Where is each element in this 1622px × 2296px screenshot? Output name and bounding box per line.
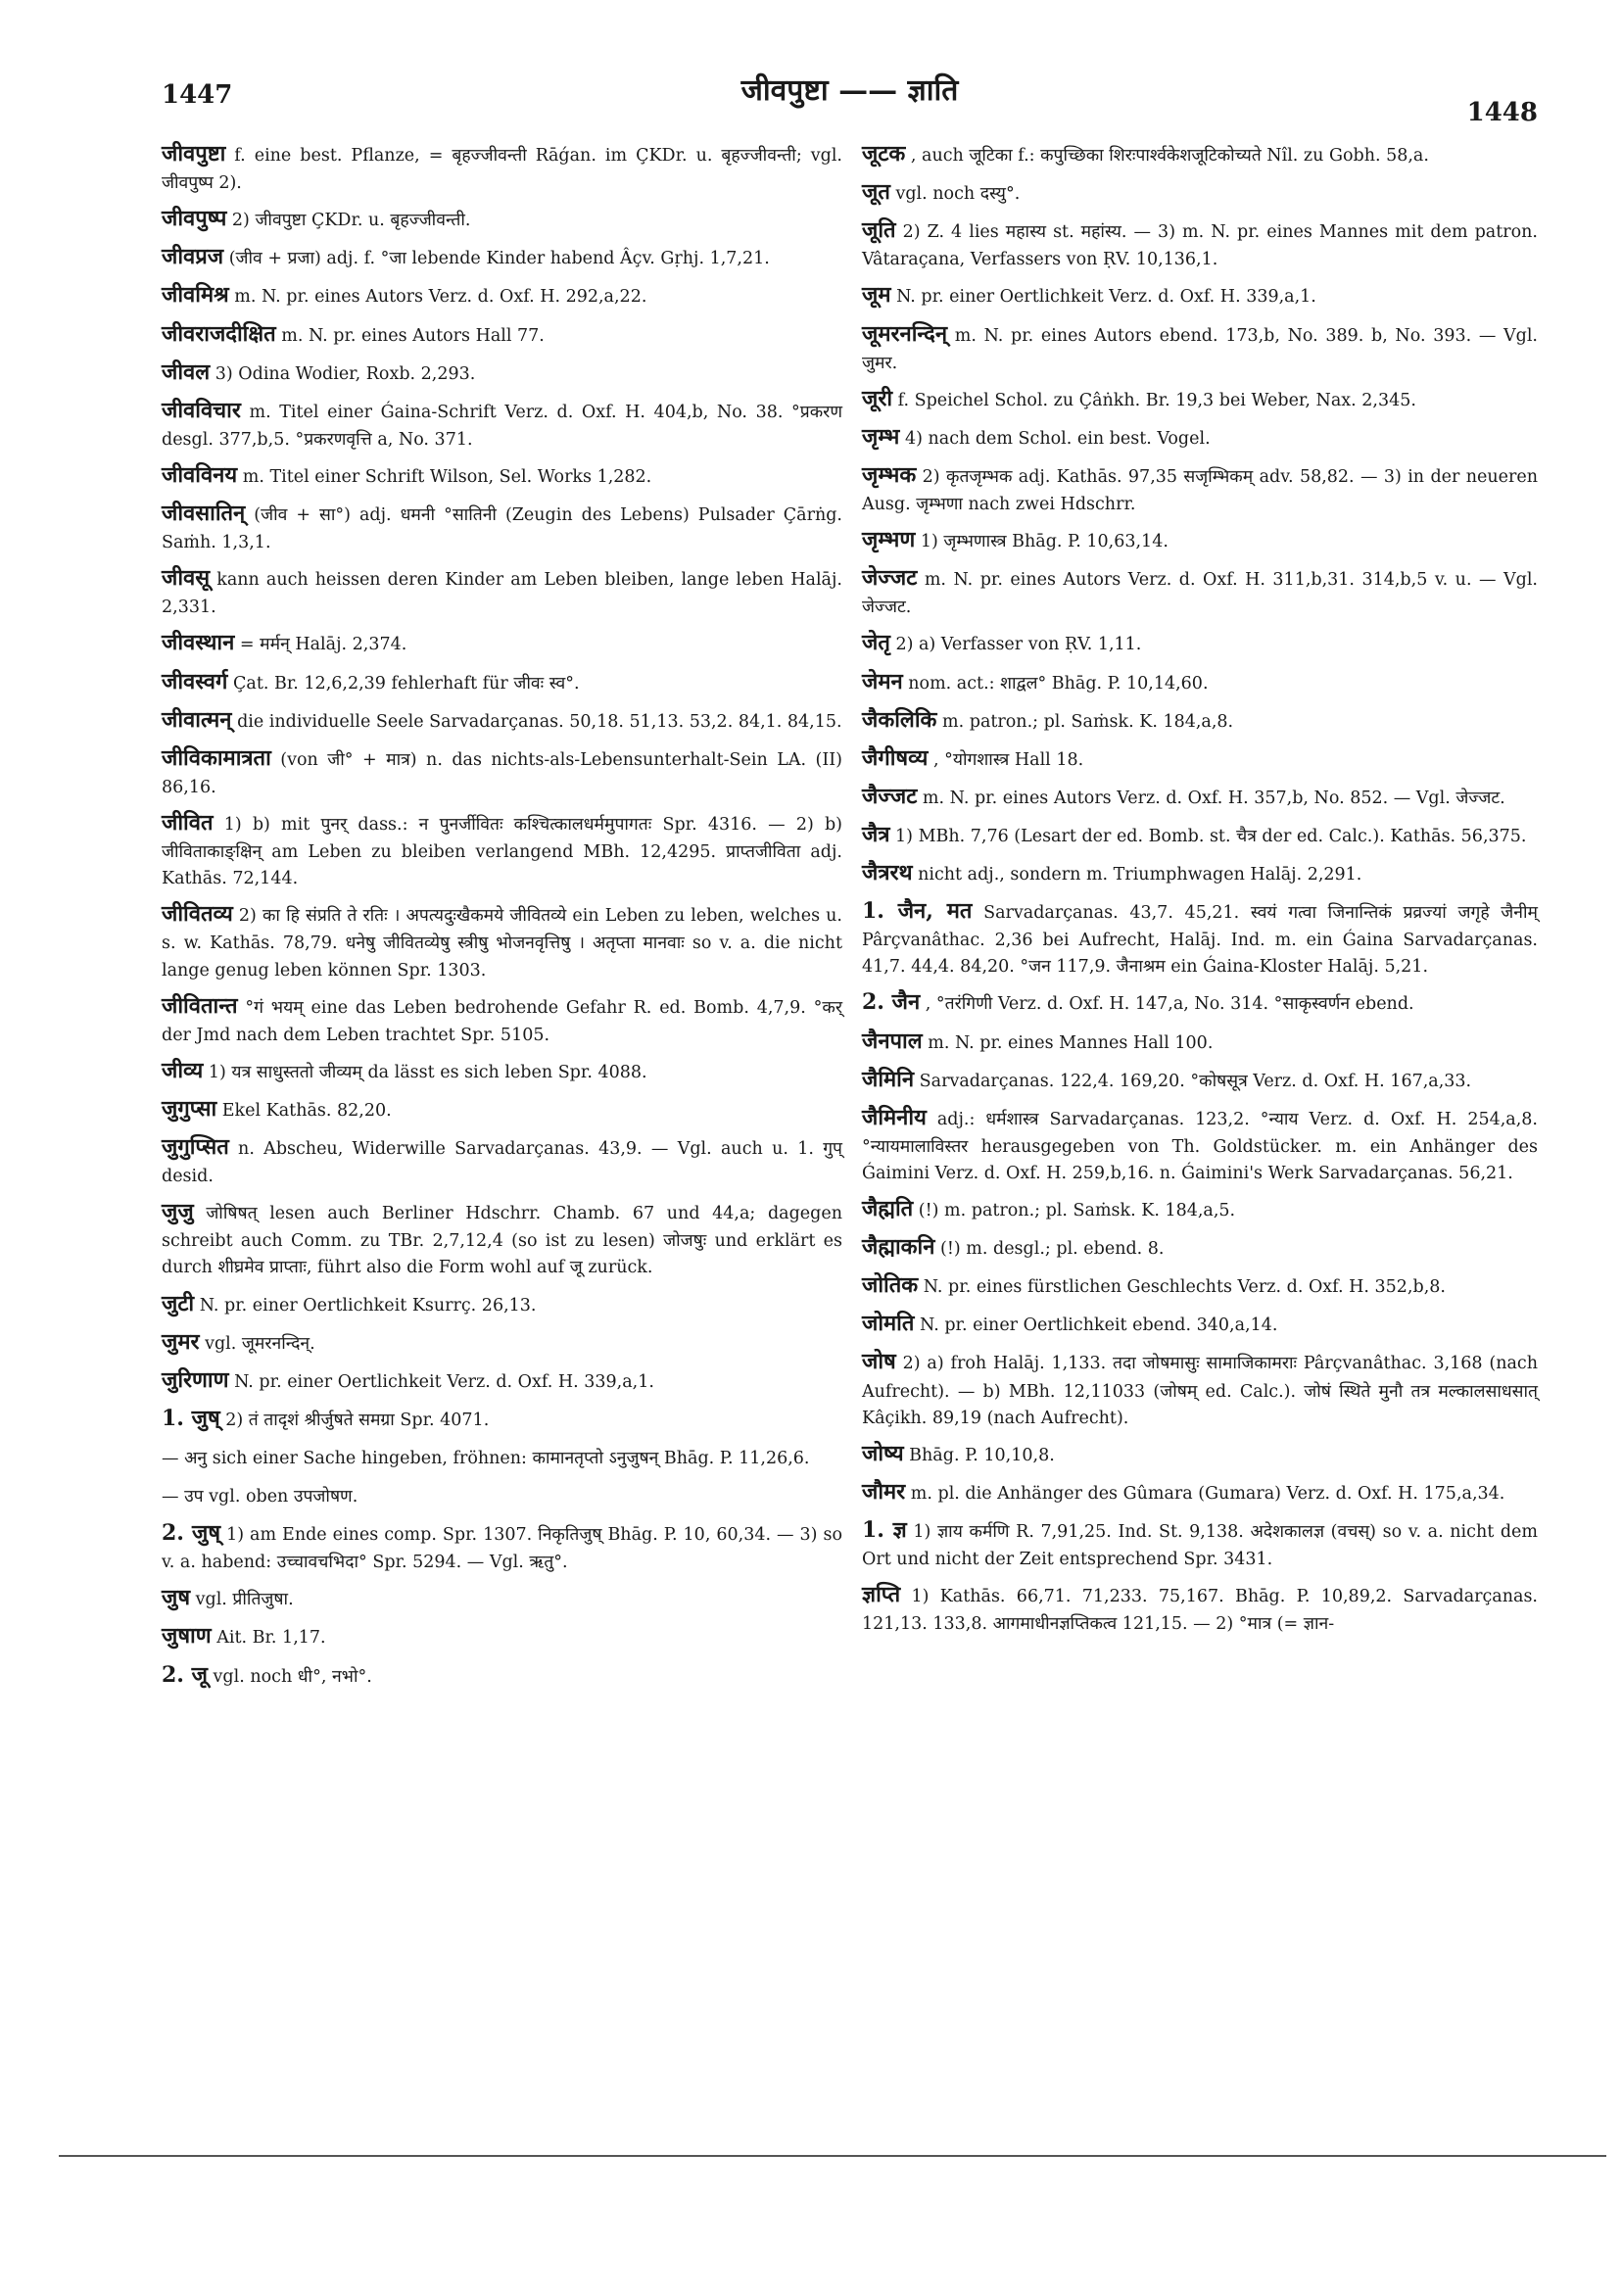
entry-text: m. N. pr. eines Autors Verz. d. Oxf. H. 357,b, No. 852. — Vgl. जेज्जट. <box>922 788 1505 808</box>
dictionary-entry <box>862 1230 1538 1264</box>
headword: जैमिनीय <box>862 1104 927 1130</box>
entry-text: जोषिषत् lesen auch Berliner Hdschrr. Chamb. 67 und 44,a; dagegen schreibt auch Comm. zu TBr. 2,7,12,4 (so ist zu lesen) जोजषुः und erklärt es durch शीघ्रमेव प्राप्ताः, führt also die Form wohl auf जू zurück. <box>162 1204 842 1278</box>
headword: जीवसू <box>162 565 211 592</box>
entry-text: adj.: धर्मशास्त्र Sarvadarçanas. 123,2. °न्याय Verz. d. Oxf. H. 254,a,8. °न्यायमालाविस्तर herausgegeben von Th. Goldstücker. m. ein Anhänger des Ǵaimini Verz. d. Oxf. H. 259,b,16. n. Ǵaimini's Werk Sarvadarçanas. 56,21. <box>862 1109 1538 1183</box>
dictionary-entry <box>162 1287 842 1320</box>
headword: जुटी <box>162 1290 195 1316</box>
dictionary-entry <box>862 1192 1538 1225</box>
dictionary-entry <box>162 1054 842 1087</box>
dictionary-entry <box>162 1619 842 1652</box>
entry-text: Sarvadarçanas. 122,4. 169,20. °कोषसूत्र Verz. d. Oxf. H. 167,a,33. <box>919 1071 1472 1091</box>
dictionary-entry <box>162 240 842 273</box>
headword: जीवितव्य <box>162 901 233 928</box>
dictionary-entry <box>862 818 1538 851</box>
entry-text: 1) b) mit पुनर् dass.: न पुनर्जीवितः कश्चित्कालधर्ममुपागतः Spr. 4316. — 2) b) जीविताकाङ्क्षिन् am Leben zu bleiben verlangend MBh. 12,4295. प्राप्तजीविता adj. Kathās. 72,144. <box>162 814 842 889</box>
dictionary-entry <box>162 741 842 801</box>
headword: जीवपुष्टा <box>162 141 226 167</box>
dictionary-entry <box>862 626 1538 659</box>
headword: जीवस्थान <box>162 630 235 656</box>
headword: 2. जुष् <box>162 1520 221 1547</box>
dictionary-entry <box>162 989 842 1049</box>
headword: जोष्य <box>862 1440 904 1466</box>
dictionary-entry <box>862 985 1538 1019</box>
headword: जीवविचार <box>162 397 241 423</box>
entry-text: (!) m. patron.; pl. Saṁsk. K. 184,a,5. <box>918 1201 1236 1221</box>
dictionary-entry <box>162 1516 842 1576</box>
entry-text: 1) am Ende eines comp. Spr. 1307. निकृतिजुष् Bhāg. P. 10, 60,34. — 3) so v. a. habend: उच्चावचभिदा° Spr. 5294. — Vgl. ऋतु°. <box>162 1525 842 1573</box>
dictionary-entry <box>162 561 842 621</box>
headword: जृम्भ <box>862 423 900 450</box>
headword: जीवितान्त <box>162 992 238 1019</box>
dictionary-entry <box>862 561 1538 621</box>
headword: जूति <box>862 217 896 244</box>
dictionary-entry <box>862 1578 1538 1638</box>
headword: जीवविनय <box>162 461 238 488</box>
entry-text: m. N. pr. eines Autors Hall 77. <box>281 325 545 346</box>
headword: जोष <box>862 1349 896 1375</box>
dictionary-entry <box>162 806 842 892</box>
headword: जुषाण <box>162 1623 212 1650</box>
headword: जेज्जट <box>862 565 918 592</box>
entry-text: N. pr. einer Oertlichkeit Ksurrç. 26,13. <box>199 1295 537 1315</box>
dictionary-entry <box>862 1513 1538 1573</box>
entry-text: vgl. प्रीतिजुषा. <box>195 1590 294 1610</box>
entry-text: 2) a) Verfasser von ṚV. 1,11. <box>895 635 1142 655</box>
entry-text: 1) Kathās. 66,71. 71,233. 75,167. Bhāg. P. 10,89,2. Sarvadarçanas. 121,13. 133,8. आगमाधीनज्ञप्तिकत्व 121,15. — 2) °मात्र (= ज्ञान- <box>862 1587 1538 1635</box>
bottom-rule <box>59 2155 1606 2157</box>
headword: जूरी <box>862 385 893 411</box>
dictionary-entry <box>862 856 1538 889</box>
headword: जैत्र <box>862 821 890 847</box>
dictionary-entry <box>862 214 1538 273</box>
headword: जैज्जट <box>862 783 918 809</box>
entry-text: 2) Z. 4 lies महास्य st. महांस्य. — 3) m. N. pr. eines Mannes mit dem patron. Vâtaraçana, Verfassers von ṚV. 10,136,1. <box>862 222 1538 270</box>
dictionary-entry <box>862 1475 1538 1508</box>
right-column <box>862 137 1538 1643</box>
entry-text: N. pr. einer Oertlichkeit Verz. d. Oxf. H. 339,a,1. <box>234 1371 654 1392</box>
dictionary-entry <box>162 1130 842 1190</box>
headword: जूम <box>862 282 891 309</box>
dictionary-entry <box>162 278 842 311</box>
dictionary-entry <box>162 626 842 659</box>
headword: जूटक <box>862 141 906 167</box>
dictionary-entry <box>862 523 1538 556</box>
headword: जृम्भण <box>862 527 916 553</box>
headword: जूमरनन्दिन् <box>862 320 948 347</box>
dictionary-entry <box>862 175 1538 209</box>
dictionary-entry <box>862 1345 1538 1431</box>
headword: जेमन <box>862 668 903 694</box>
dictionary-entry <box>162 703 842 737</box>
dictionary-entry <box>162 394 842 454</box>
headword: जीवित <box>162 809 214 836</box>
headword: जीव्य <box>162 1057 204 1083</box>
dictionary-entry <box>862 703 1538 737</box>
dictionary-entry <box>862 741 1538 775</box>
headword: जूत <box>862 179 890 206</box>
dictionary-entry <box>162 897 842 983</box>
entry-text: °गं भयम् eine das Leben bedrohende Gefahr R. ed. Bomb. 4,7,9. °कर् der Jmd nach dem Leben trachtet Spr. 5105. <box>162 997 842 1045</box>
headword: जीवस्वर्ग <box>162 668 228 694</box>
headword: जीवल <box>162 359 211 385</box>
dictionary-entry <box>862 1025 1538 1058</box>
dictionary-entry <box>862 1063 1538 1096</box>
entry-text: 1) जृम्भणास्त्र Bhāg. P. 10,63,14. <box>920 532 1169 552</box>
entry-text: m. N. pr. eines Autors Verz. d. Oxf. H. 311,b,31. 314,b,5 v. u. — Vgl. जेज्जट. <box>862 570 1538 618</box>
headword: 2. जू <box>162 1661 208 1688</box>
headword: जुरिणाण <box>162 1366 229 1393</box>
entry-text: 2) का हि संप्रति ते रतिः । अपत्यदुःखैकमये जीवितव्ये ein Leben zu leben, welches u. s. w. Kathās. 78,79. धनेषु जीवितव्येषु स्त्रीषु भोजनवृत्तिषु । अतृप्ता मानवाः so v. a. die nicht lange genug leben können Spr. 1303. <box>162 906 842 981</box>
dictionary-entry <box>862 420 1538 454</box>
headword: ज्ञप्ति <box>862 1582 901 1608</box>
dictionary-entry <box>162 1658 842 1692</box>
entry-text: N. pr. einer Oertlichkeit Verz. d. Oxf. H. 339,a,1. <box>896 287 1316 308</box>
headword: जुगुप्सित <box>162 1134 229 1161</box>
dictionary-entry <box>862 665 1538 698</box>
entry-text: — अनु sich einer Sache hingeben, fröhnen: कामानतृप्तो ऽनुजुषन् Bhāg. P. 11,26,6. <box>162 1448 810 1468</box>
headword: जीवात्मन् <box>162 706 232 733</box>
dictionary-entry <box>162 1478 842 1511</box>
dictionary-entry <box>162 356 842 389</box>
entry-text: Ait. Br. 1,17. <box>216 1628 326 1649</box>
dictionary-entry <box>162 1402 842 1435</box>
headword: जृम्भक <box>862 461 917 488</box>
entry-text: (जीव + सा°) adj. धमनी °सातिनी (Zeugin des Lebens) Pulsader Çārṅg. Saṁh. 1,3,1. <box>162 505 842 553</box>
entry-text: m. Titel einer Schrift Wilson, Sel. Works 1,282. <box>242 466 652 487</box>
entry-text: = मर्मन् Halāj. 2,374. <box>239 635 407 655</box>
headword: जोतिक <box>862 1272 919 1299</box>
headword: 1. ज्ञ <box>862 1516 907 1543</box>
entry-text: , °योगशास्त्र Hall 18. <box>933 749 1084 770</box>
headword: जीवमिश्र <box>162 282 229 309</box>
headword: जैकलिकि <box>862 706 937 733</box>
entry-text: 2) कृतजृम्भक adj. Kathās. 97,35 सजृम्भिकम् adv. 58,82. — 3) in der neueren Ausg. जृम्भणा nach zwei Hdschrr. <box>862 466 1538 514</box>
headword: 1. जैन, मत <box>862 898 973 925</box>
headword: 1. जुष् <box>162 1405 220 1431</box>
dictionary-entry <box>162 202 842 235</box>
entry-text: Ekel Kathās. 82,20. <box>221 1100 392 1121</box>
entry-text: vgl. noch दस्यु°. <box>895 184 1021 205</box>
headword: जौमर <box>862 1478 906 1505</box>
dictionary-entry <box>862 458 1538 518</box>
entry-text: Sarvadarçanas. 43,7. 45,21. स्वयं गत्वा जिनान्तिकं प्रव्रज्यां जगृहे जैनीम् Pârçvanâthac. 2,36 bei Aufrecht, Halāj. Ind. m. ein Ǵaina Sarvadarçanas. 41,7. 44,4. 84,20. °जन 117,9. जैनाश्रम ein Ǵaina-Kloster Halāj. 5,21. <box>862 903 1538 978</box>
entry-text: (von जी° + मात्र) n. das nichts-als-Lebensunterhalt-Sein LA. (II) 86,16. <box>162 749 842 797</box>
headword: जुष <box>162 1585 191 1611</box>
entry-text: nom. act.: शाद्वल° Bhāg. P. 10,14,60. <box>908 673 1209 694</box>
entry-text: 2) तं तादृशं श्रीर्जुषते समग्रा Spr. 4071. <box>225 1410 490 1430</box>
entry-text: 3) Odina Wodier, Roxb. 2,293. <box>215 363 476 384</box>
entry-text: N. pr. einer Oertlichkeit ebend. 340,a,14. <box>920 1315 1278 1336</box>
entry-text: , °तरंगिणी Verz. d. Oxf. H. 147,a, No. 314. °साकृस्वर्णन ebend. <box>925 994 1414 1015</box>
entry-text: kann auch heissen deren Kinder am Leben bleiben, lange leben Halāj. 2,331. <box>162 570 842 618</box>
dictionary-entry <box>862 278 1538 311</box>
entry-text: — उप vgl. oben उपजोषण. <box>162 1487 358 1507</box>
headword: जीवराजदीक्षित <box>162 320 276 347</box>
entry-text: m. pl. die Anhänger des Gûmara (Gumara) Verz. d. Oxf. H. 175,a,34. <box>910 1483 1505 1504</box>
entry-text: m. N. pr. eines Autors Verz. d. Oxf. H. 292,a,22. <box>234 287 647 308</box>
headword: जीवसातिन् <box>162 501 246 526</box>
page-number-left: 1447 <box>162 80 233 110</box>
headword: जीविकामात्रता <box>162 744 271 771</box>
headword: जैनपाल <box>862 1028 923 1054</box>
entry-text: vgl. जूमरनन्दिन्. <box>205 1333 315 1354</box>
dictionary-entry <box>162 1195 842 1281</box>
entry-text: m. Titel einer Ǵaina-Schrift Verz. d. Oxf. H. 404,b, No. 38. °प्रकरण desgl. 377,b,5. °प्रकरणवृत्ति a, No. 371. <box>162 402 842 450</box>
dictionary-entry <box>162 458 842 492</box>
headword: जुजु <box>162 1199 194 1225</box>
entry-text: Bhāg. P. 10,10,8. <box>909 1445 1055 1465</box>
headword: जैगीषव्य <box>862 744 929 771</box>
entry-text: m. N. pr. eines Mannes Hall 100. <box>928 1032 1214 1053</box>
entry-text: (!) m. desgl.; pl. ebend. 8. <box>940 1239 1165 1260</box>
left-column <box>162 137 842 1697</box>
running-title: जीवपुष्टा —— ज्ञाति <box>740 73 959 108</box>
entry-text: m. N. pr. eines Autors ebend. 173,b, No. 389. b, No. 393. — Vgl. जुमर. <box>862 325 1538 373</box>
entry-text: 1) MBh. 7,76 (Lesart der ed. Bomb. st. चैत्र der ed. Calc.). Kathās. 56,375. <box>895 826 1527 846</box>
dictionary-entry <box>862 137 1538 170</box>
headword: जुगुप्सा <box>162 1095 217 1122</box>
headword: जुमर <box>162 1328 200 1355</box>
entry-text: m. patron.; pl. Saṁsk. K. 184,a,8. <box>942 711 1234 732</box>
page-header <box>162 69 1538 127</box>
dictionary-entry <box>862 317 1538 377</box>
dictionary-entry <box>862 382 1538 415</box>
dictionary-entry <box>162 1581 842 1614</box>
dictionary-entry <box>862 894 1538 981</box>
dictionary-entry <box>862 1307 1538 1340</box>
headword: जेतृ <box>862 630 890 656</box>
dictionary-entry <box>162 1363 842 1397</box>
entry-text: 2) a) froh Halāj. 1,133. तदा जोषमासुः सामाजिकामराः Pârçvanâthac. 3,168 (nach Aufrecht). — b) MBh. 12,11033 (जोषम् ed. Calc.). जोषं स्थिते मुनौ तत्र मल्कालसाधसात् Kâçikh. 89,19 (nach Aufrecht). <box>862 1354 1538 1428</box>
entry-text: N. pr. eines fürstlichen Geschlechts Verz. d. Oxf. H. 352,b,8. <box>923 1277 1446 1298</box>
entry-text: nicht adj., sondern m. Triumphwagen Halāj. 2,291. <box>918 865 1362 885</box>
dictionary-entry <box>162 137 842 197</box>
entry-text: f. eine best. Pflanze, = बृहज्जीवन्ती Rāǵan. im ÇKDr. u. बृहज्जीवन्ती; vgl. जीवपुष्प 2). <box>162 146 842 194</box>
entry-text: f. Speichel Schol. zu Çâṅkh. Br. 19,3 bei Weber, Nax. 2,345. <box>897 390 1416 410</box>
page-number-right: 1448 <box>1466 98 1538 127</box>
dictionary-entry <box>162 317 842 351</box>
entry-text: 2) जीवपुष्टा ÇKDr. u. बृहज्जीवन्ती. <box>231 211 471 231</box>
dictionary-entry <box>862 1268 1538 1302</box>
dictionary-entry <box>862 1437 1538 1470</box>
dictionary-entry <box>162 1440 842 1473</box>
headword: जीवपुष्प <box>162 206 227 232</box>
entry-text: 4) nach dem Schol. ein best. Vogel. <box>904 428 1211 449</box>
headword: जैह्मति <box>862 1196 914 1222</box>
dictionary-entry <box>162 665 842 698</box>
dictionary-entry <box>162 1325 842 1359</box>
headword: जैत्ररथ <box>862 860 913 885</box>
dictionary-entry <box>862 1101 1538 1187</box>
dictionary-entry <box>162 497 842 556</box>
entry-text: 1) ज्ञाय कर्मणि R. 7,91,25. Ind. St. 9,138. अदेशकालज्ञ (वचस्) so v. a. nicht dem Ort und nicht der Zeit entsprechend Spr. 3431. <box>862 1521 1538 1570</box>
headword: जोमति <box>862 1311 915 1337</box>
entry-text: Çat. Br. 12,6,2,39 fehlerhaft für जीवः स्व°. <box>233 673 580 694</box>
headword: जैह्माकनि <box>862 1234 935 1261</box>
dictionary-entry <box>162 1092 842 1125</box>
entry-text: n. Abscheu, Widerwille Sarvadarçanas. 43,9. — Vgl. auch u. 1. गुप् desid. <box>162 1139 842 1187</box>
entry-text: vgl. noch धी°, नभो°. <box>213 1666 372 1687</box>
entry-text: (जीव + प्रजा) adj. f. °जा lebende Kinder habend Âçv. Gṛhj. 1,7,21. <box>228 249 770 269</box>
entry-text: 1) यत्र साधुस्ततो जीव्यम् da lässt es sich leben Spr. 4088. <box>208 1062 647 1082</box>
headword: जीवप्रज <box>162 244 224 270</box>
headword: जैमिनि <box>862 1066 915 1092</box>
entry-text: die individuelle Seele Sarvadarçanas. 50,18. 51,13. 53,2. 84,1. 84,15. <box>237 711 842 732</box>
entry-text: , auch जूटिका f.: कपुच्छिका शिरःपार्श्वकेशजूटिकोच्यते Nîl. zu Gobh. 58,a. <box>910 146 1429 166</box>
dictionary-entry <box>862 780 1538 813</box>
headword: 2. जैन <box>862 989 921 1016</box>
